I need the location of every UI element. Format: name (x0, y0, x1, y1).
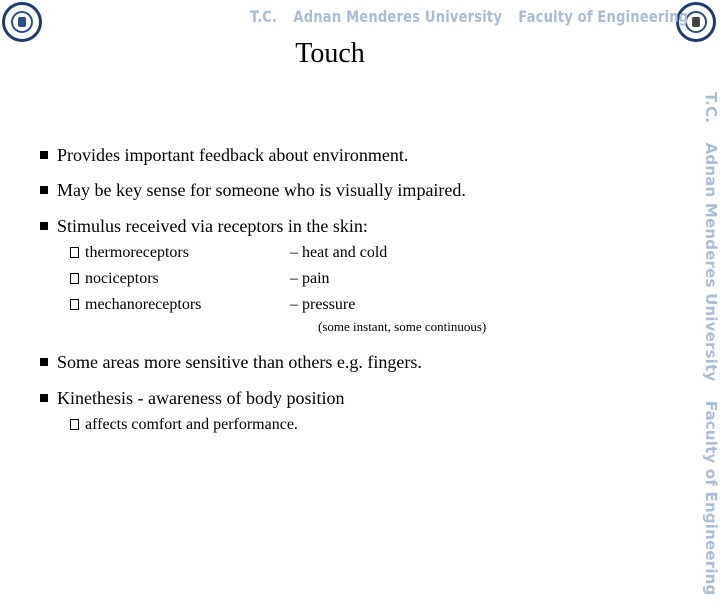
bullet-text: Stimulus received via receptors in the skin: (57, 216, 368, 236)
receptor-name: nociceptors (70, 269, 159, 289)
bullet-text: May be key sense for someone who is visually impaired. (57, 180, 466, 200)
bullet-item (40, 387, 344, 409)
receptor-description: – pressure (290, 296, 356, 313)
side-faculty: Faculty of Engineering (702, 400, 720, 596)
slide-title: Touch (295, 38, 365, 69)
header-tc: T.C. (250, 7, 278, 26)
square-bullet-icon (40, 186, 48, 194)
header-university: Adnan Menderes University (293, 7, 503, 26)
box-bullet-icon (70, 273, 79, 284)
square-bullet-icon (40, 151, 48, 159)
university-seal-logo-left (2, 2, 42, 42)
seal-emblem (18, 17, 26, 27)
receptor-note: (some instant, some continuous) (318, 319, 487, 334)
box-bullet-icon (70, 247, 79, 258)
bullet-text: Provides important feedback about environment. (57, 145, 409, 165)
receptor-description: – pain (290, 270, 330, 287)
box-bullet-icon (70, 299, 79, 310)
bullet-text: Kinethesis - awareness of body position (57, 388, 345, 408)
side-university: Adnan Menderes University (702, 142, 720, 382)
bullet-item (40, 144, 408, 166)
receptor-name: thermoreceptors (70, 243, 189, 263)
square-bullet-icon (40, 222, 48, 230)
bullet-item (40, 179, 466, 201)
bullet-item (40, 351, 422, 373)
receptor-description: – heat and cold (290, 244, 388, 261)
bullet-item (40, 215, 368, 237)
bullet-text: Some areas more sensitive than others e.g. fingers. (57, 352, 422, 372)
header-faculty: Faculty of Engineering (518, 7, 689, 26)
square-bullet-icon (40, 394, 48, 402)
sub-bullet-item: affects comfort and performance. (70, 415, 298, 435)
side-banner (698, 92, 720, 596)
box-bullet-icon (70, 419, 79, 430)
header-banner (250, 4, 700, 30)
receptor-name: mechanoreceptors (70, 295, 201, 315)
square-bullet-icon (40, 358, 48, 366)
side-tc: T.C. (702, 92, 720, 124)
